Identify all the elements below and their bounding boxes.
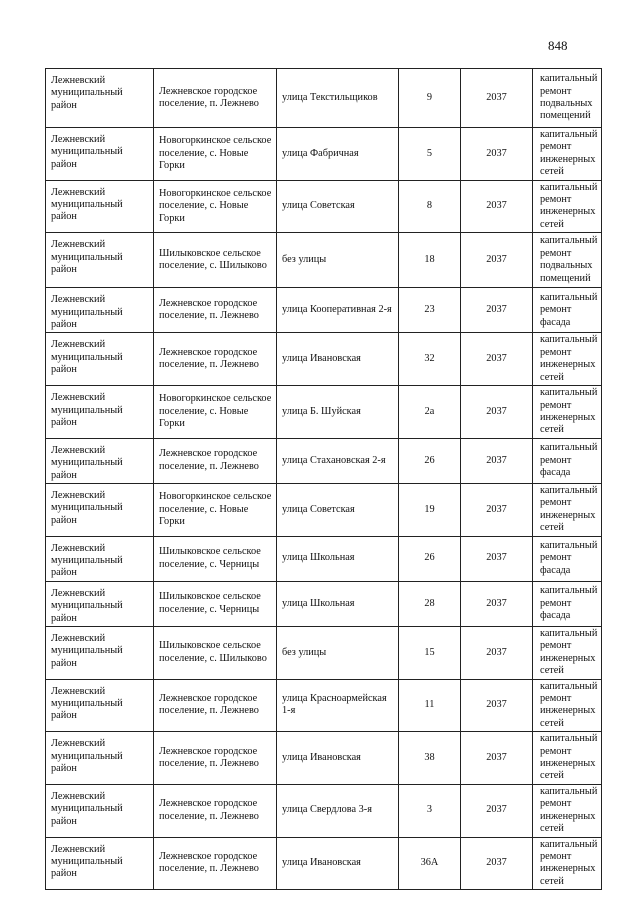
district-cell: Лежневский муниципальный район [46, 536, 154, 581]
table-row [46, 581, 602, 626]
year-cell: 2037 [461, 581, 533, 626]
street-cell: улица Стахановская 2-я [277, 438, 399, 483]
work-type-cell: капитальный ремонт фасада [533, 288, 602, 333]
table-row [46, 784, 602, 837]
settlement-cell: Лежневское городское поселение, п. Лежнево [154, 784, 277, 837]
settlement-cell: Новогоркинское сельское поселение, с. Новые Горки [154, 180, 277, 233]
table-row [46, 386, 602, 439]
street-cell: без улицы [277, 627, 399, 680]
work-type-cell: капитальный ремонт инженерных сетей [533, 333, 602, 386]
page-number: 848 [548, 38, 568, 53]
table-row [46, 536, 602, 581]
settlement-cell: Лежневское городское поселение, п. Лежнево [154, 333, 277, 386]
house-number-cell: 15 [399, 627, 461, 680]
table-row [46, 288, 602, 333]
street-cell: улица Б. Шуйская [277, 386, 399, 439]
settlement-cell: Лежневское городское поселение, п. Лежнево [154, 288, 277, 333]
district-cell: Лежневский муниципальный район [46, 732, 154, 785]
street-cell: улица Ивановская [277, 333, 399, 386]
settlement-cell: Новогоркинское сельское поселение, с. Новые Горки [154, 386, 277, 439]
work-type-cell: капитальный ремонт инженерных сетей [533, 180, 602, 233]
house-number-cell: 5 [399, 128, 461, 181]
street-cell: улица Ивановская [277, 837, 399, 890]
year-cell: 2037 [461, 732, 533, 785]
table-row [46, 627, 602, 680]
house-number-cell: 9 [399, 69, 461, 128]
work-type-cell: капитальный ремонт инженерных сетей [533, 128, 602, 181]
district-cell: Лежневский муниципальный район [46, 581, 154, 626]
year-cell: 2037 [461, 837, 533, 890]
house-number-cell: 36А [399, 837, 461, 890]
work-type-cell: капитальный ремонт подвальных помещений [533, 233, 602, 288]
year-cell: 2037 [461, 333, 533, 386]
settlement-cell: Новогоркинское сельское поселение, с. Новые Горки [154, 128, 277, 181]
house-number-cell: 26 [399, 536, 461, 581]
table-row [46, 69, 602, 128]
district-cell: Лежневский муниципальный район [46, 69, 154, 128]
house-number-cell: 23 [399, 288, 461, 333]
year-cell: 2037 [461, 627, 533, 680]
settlement-cell: Шилыковское сельское поселение, с. Черницы [154, 536, 277, 581]
settlement-cell: Лежневское городское поселение, п. Лежнево [154, 438, 277, 483]
district-cell: Лежневский муниципальный район [46, 483, 154, 536]
work-type-cell: капитальный ремонт инженерных сетей [533, 386, 602, 439]
district-cell: Лежневский муниципальный район [46, 837, 154, 890]
housing-repair-table [45, 68, 602, 890]
work-type-cell: капитальный ремонт инженерных сетей [533, 679, 602, 732]
work-type-cell: капитальный ремонт подвальных помещений [533, 69, 602, 128]
work-type-cell: капитальный ремонт фасада [533, 536, 602, 581]
year-cell: 2037 [461, 679, 533, 732]
street-cell: улица Кооперативная 2-я [277, 288, 399, 333]
settlement-cell: Лежневское городское поселение, п. Лежнево [154, 69, 277, 128]
house-number-cell: 18 [399, 233, 461, 288]
table-row [46, 837, 602, 890]
work-type-cell: капитальный ремонт инженерных сетей [533, 732, 602, 785]
year-cell: 2037 [461, 483, 533, 536]
work-type-cell: капитальный ремонт инженерных сетей [533, 483, 602, 536]
street-cell: улица Школьная [277, 581, 399, 626]
district-cell: Лежневский муниципальный район [46, 627, 154, 680]
year-cell: 2037 [461, 784, 533, 837]
year-cell: 2037 [461, 536, 533, 581]
table-row [46, 732, 602, 785]
table-row [46, 483, 602, 536]
district-cell: Лежневский муниципальный район [46, 679, 154, 732]
year-cell: 2037 [461, 386, 533, 439]
table-row [46, 438, 602, 483]
work-type-cell: капитальный ремонт фасада [533, 581, 602, 626]
district-cell: Лежневский муниципальный район [46, 128, 154, 181]
house-number-cell: 28 [399, 581, 461, 626]
table-body [46, 69, 602, 890]
work-type-cell: капитальный ремонт фасада [533, 438, 602, 483]
district-cell: Лежневский муниципальный район [46, 233, 154, 288]
year-cell: 2037 [461, 128, 533, 181]
settlement-cell: Шилыковское сельское поселение, с. Шилыково [154, 627, 277, 680]
house-number-cell: 38 [399, 732, 461, 785]
street-cell: улица Ивановская [277, 732, 399, 785]
district-cell: Лежневский муниципальный район [46, 180, 154, 233]
house-number-cell: 3 [399, 784, 461, 837]
work-type-cell: капитальный ремонт инженерных сетей [533, 627, 602, 680]
table-row [46, 180, 602, 233]
table-row [46, 233, 602, 288]
year-cell: 2037 [461, 288, 533, 333]
street-cell: без улицы [277, 233, 399, 288]
street-cell: улица Советская [277, 180, 399, 233]
settlement-cell: Лежневское городское поселение, п. Лежнево [154, 837, 277, 890]
house-number-cell: 11 [399, 679, 461, 732]
street-cell: улица Свердлова 3-я [277, 784, 399, 837]
settlement-cell: Шилыковское сельское поселение, с. Черницы [154, 581, 277, 626]
settlement-cell: Шилыковское сельское поселение, с. Шилыково [154, 233, 277, 288]
settlement-cell: Лежневское городское поселение, п. Лежнево [154, 732, 277, 785]
house-number-cell: 19 [399, 483, 461, 536]
year-cell: 2037 [461, 69, 533, 128]
year-cell: 2037 [461, 180, 533, 233]
street-cell: улица Школьная [277, 536, 399, 581]
district-cell: Лежневский муниципальный район [46, 288, 154, 333]
settlement-cell: Лежневское городское поселение, п. Лежнево [154, 679, 277, 732]
table-row [46, 128, 602, 181]
house-number-cell: 26 [399, 438, 461, 483]
district-cell: Лежневский муниципальный район [46, 438, 154, 483]
street-cell: улица Фабричная [277, 128, 399, 181]
house-number-cell: 8 [399, 180, 461, 233]
house-number-cell: 2а [399, 386, 461, 439]
year-cell: 2037 [461, 233, 533, 288]
table-row [46, 333, 602, 386]
street-cell: улица Текстильщиков [277, 69, 399, 128]
year-cell: 2037 [461, 438, 533, 483]
district-cell: Лежневский муниципальный район [46, 386, 154, 439]
settlement-cell: Новогоркинское сельское поселение, с. Новые Горки [154, 483, 277, 536]
street-cell: улица Советская [277, 483, 399, 536]
district-cell: Лежневский муниципальный район [46, 784, 154, 837]
street-cell: улица Красноармейская 1-я [277, 679, 399, 732]
table-row [46, 679, 602, 732]
house-number-cell: 32 [399, 333, 461, 386]
work-type-cell: капитальный ремонт инженерных сетей [533, 837, 602, 890]
work-type-cell: капитальный ремонт инженерных сетей [533, 784, 602, 837]
district-cell: Лежневский муниципальный район [46, 333, 154, 386]
